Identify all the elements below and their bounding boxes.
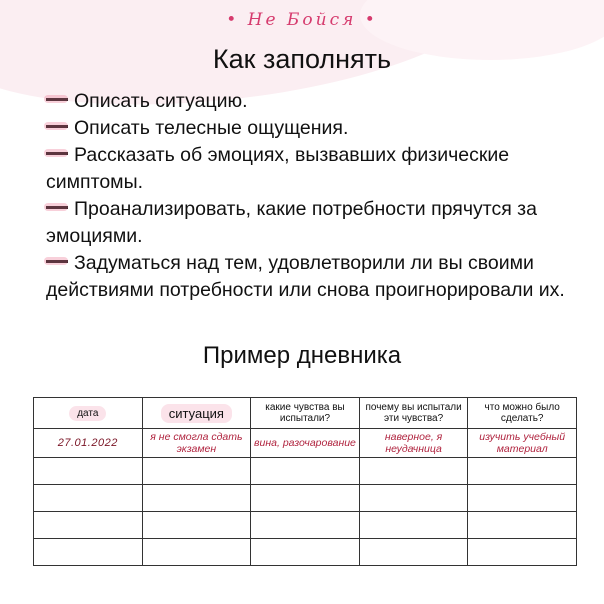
cell-why: наверное, я неудачница (359, 429, 468, 458)
cell-date: 27.01.2022 (34, 429, 143, 458)
dash-icon (46, 152, 68, 155)
header-what-to-do: что можно было сделать? (468, 398, 577, 429)
dash-icon (46, 206, 68, 209)
step-text: Описать телесные ощущения. (74, 117, 349, 139)
empty-cell (251, 485, 360, 512)
empty-cell (142, 485, 251, 512)
empty-cell (142, 458, 251, 485)
steps-list (46, 88, 576, 304)
empty-cell (142, 512, 251, 539)
table-row (34, 429, 577, 458)
table-row (34, 458, 577, 485)
empty-cell (251, 539, 360, 566)
step-item (46, 142, 576, 196)
table-row (34, 485, 577, 512)
step-text: Задуматься над тем, удовлетворили ли вы своими действиями потребности или снова проигнорировали их. (46, 252, 565, 301)
step-item (46, 196, 576, 250)
cell-feelings: вина, разочарование (251, 429, 360, 458)
step-item (46, 88, 576, 115)
empty-cell (34, 458, 143, 485)
header-situation: ситуация (142, 398, 251, 429)
dash-icon (46, 98, 68, 101)
table-row (34, 512, 577, 539)
dash-icon (46, 260, 68, 263)
header-why: почему вы испытали эти чувства? (359, 398, 468, 429)
table-row (34, 539, 577, 566)
step-item (46, 250, 576, 304)
cell-what-to-do: изучить учебный материал (468, 429, 577, 458)
empty-cell (34, 539, 143, 566)
empty-cell (468, 539, 577, 566)
cell-situation: я не смогла сдать экзамен (142, 429, 251, 458)
step-item (46, 115, 576, 142)
step-text: Рассказать об эмоциях, вызвавших физические симптомы. (46, 144, 510, 193)
empty-cell (251, 458, 360, 485)
empty-cell (468, 458, 577, 485)
header-feelings: какие чувства вы испытали? (251, 398, 360, 429)
empty-cell (142, 539, 251, 566)
empty-cell (359, 458, 468, 485)
step-text: Описать ситуацию. (74, 90, 248, 112)
empty-cell (359, 539, 468, 566)
empty-cell (34, 485, 143, 512)
header-date: дата (34, 398, 143, 429)
empty-cell (359, 512, 468, 539)
diary-title: Пример дневника (202, 342, 402, 369)
diary-table (33, 397, 577, 566)
step-text: Проанализировать, какие потребности прячутся за эмоциями. (46, 198, 537, 247)
empty-cell (34, 512, 143, 539)
brand-name: • Не Бойся • (226, 10, 378, 30)
empty-cell (359, 485, 468, 512)
empty-cell (251, 512, 360, 539)
how-to-title: Как заполнять (212, 44, 392, 74)
dash-icon (46, 125, 68, 128)
empty-cell (468, 485, 577, 512)
table-header-row (34, 398, 577, 429)
empty-cell (468, 512, 577, 539)
